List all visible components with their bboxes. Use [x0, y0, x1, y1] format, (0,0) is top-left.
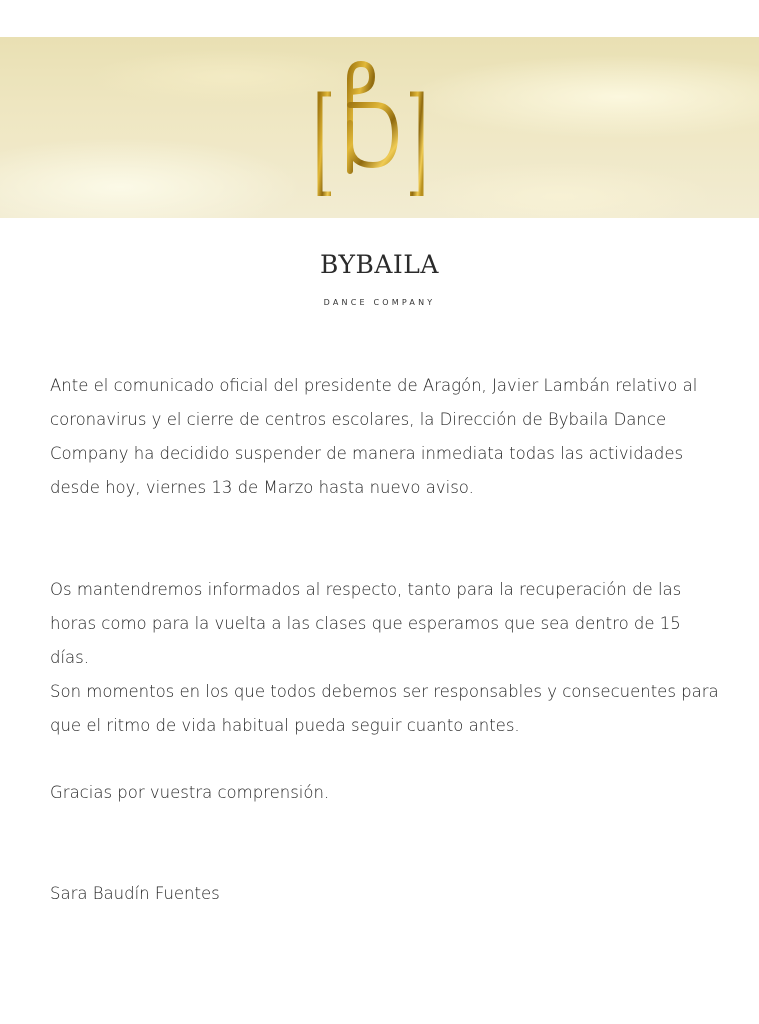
letter-paragraph-1: Ante el comunicado oficial del presidente de Aragón, Javier Lambán relativo al coronavirus y el cierre de centros escolares, la Dirección de Bybaila Dance Company ha decidido suspender de manera inmediata todas las actividades desde hoy, viernes 13 de Marzo hasta nuevo aviso. — [50, 376, 698, 497]
letter-signature: Sara Baudín Fuentes — [50, 884, 220, 903]
header-banner — [0, 37, 759, 218]
letter-paragraph-3: Son momentos en los que todos debemos ser responsables y consecuentes para que el ritmo de vida habitual pueda seguir cuanto antes. — [50, 682, 719, 735]
brand-name: BYBAILA — [320, 250, 439, 279]
letter-closing: Gracias por vuestra comprensión. — [50, 783, 330, 802]
bybaila-logo-icon — [317, 61, 424, 196]
letter-paragraph-2: Os mantendremos informados al respecto, tanto para la recuperación de las horas como para la vuelta a las clases que esperamos que sea dentro de 15 días. — [50, 580, 682, 667]
brand-subtitle: DANCE COMPANY — [323, 298, 436, 307]
